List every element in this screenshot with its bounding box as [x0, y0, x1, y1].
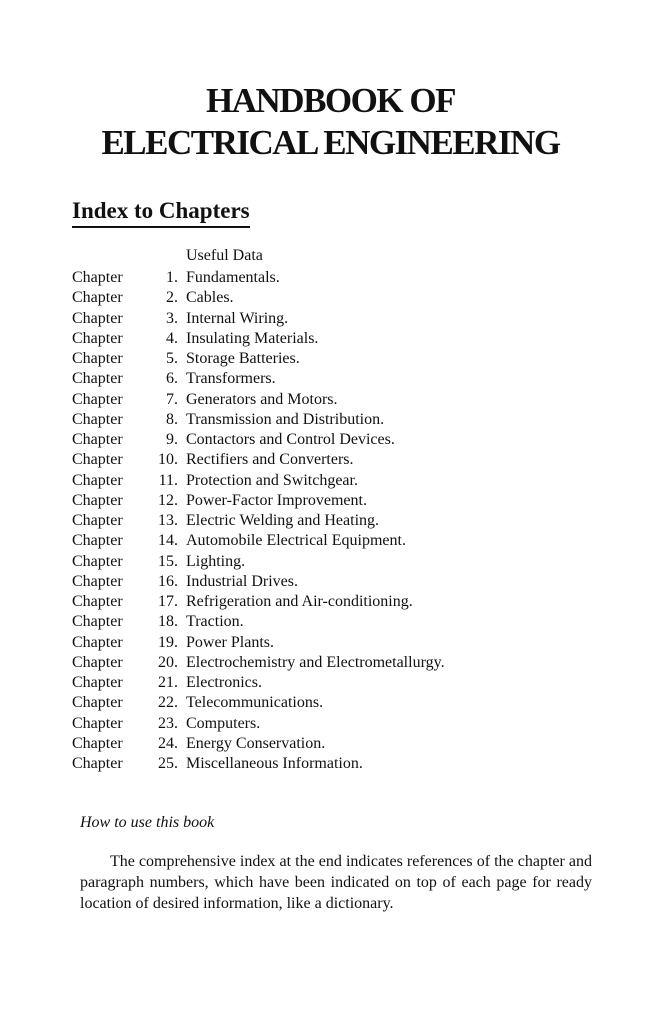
chapter-row — [72, 592, 632, 612]
chapter-number: 21. — [158, 674, 178, 691]
chapter-row — [72, 309, 632, 329]
chapter-number: 19. — [158, 633, 178, 651]
how-to-use-heading: How to use this book — [80, 814, 215, 831]
chapter-word: Chapter — [72, 309, 123, 327]
chapter-word: Chapter — [72, 370, 123, 388]
chapter-word: Chapter — [72, 674, 123, 691]
chapter-number: 4. — [166, 329, 178, 347]
chapter-word: Chapter — [72, 350, 123, 367]
chapter-word: Chapter — [72, 714, 123, 732]
chapter-number: 13. — [158, 512, 178, 529]
chapter-word: Chapter — [72, 734, 123, 752]
chapter-title: Transformers. — [186, 370, 276, 388]
chapter-title: Power Plants. — [186, 633, 274, 651]
chapter-title: Cables. — [186, 289, 234, 307]
chapter-word: Chapter — [72, 431, 123, 448]
chapter-word: Chapter — [72, 512, 123, 529]
chapter-row — [72, 531, 632, 551]
chapter-row — [72, 450, 632, 470]
chapter-word: Chapter — [72, 694, 123, 712]
chapter-word: Chapter — [72, 269, 123, 286]
book-title-line-2: ELECTRICAL ENGINEERING — [101, 123, 560, 162]
chapter-number: 2. — [166, 289, 178, 307]
chapter-title: Automobile Electrical Equipment. — [186, 532, 406, 550]
chapter-row — [72, 491, 632, 511]
chapter-number: 25. — [158, 755, 178, 772]
chapter-word: Chapter — [72, 329, 123, 347]
chapter-title: Computers. — [186, 714, 261, 732]
chapter-word: Chapter — [72, 410, 123, 428]
chapter-title: Contactors and Control Devices. — [186, 431, 395, 448]
chapter-title: Electric Welding and Heating. — [186, 512, 380, 529]
chapter-number: 8. — [166, 410, 178, 428]
chapter-title: Generators and Motors. — [186, 390, 338, 408]
chapter-title: Fundamentals. — [186, 269, 280, 286]
chapter-title: Internal Wiring. — [186, 309, 289, 327]
chapter-row — [72, 410, 632, 430]
chapter-word: Chapter — [72, 552, 123, 570]
chapter-row — [72, 369, 632, 389]
chapter-number: 18. — [158, 613, 178, 631]
chapter-number: 17. — [158, 593, 178, 610]
chapter-title: Refrigeration and Air-conditioning. — [186, 593, 413, 610]
chapter-row — [72, 673, 632, 693]
chapter-word: Chapter — [72, 390, 123, 408]
chapter-word: Chapter — [72, 532, 123, 550]
chapter-title: Energy Conservation. — [186, 734, 326, 752]
chapter-title: Lighting. — [186, 552, 246, 570]
chapter-number: 1. — [166, 269, 178, 286]
chapter-row — [72, 349, 632, 369]
chapter-number: 23. — [158, 714, 178, 732]
chapter-title: Storage Batteries. — [186, 350, 300, 367]
chapter-word: Chapter — [72, 633, 123, 651]
chapter-row — [72, 714, 632, 734]
chapter-word: Chapter — [72, 572, 123, 590]
chapter-number: 7. — [166, 390, 178, 408]
chapter-word: Chapter — [72, 491, 123, 509]
chapter-title: Power-Factor Improvement. — [186, 491, 367, 509]
chapter-title: Electrochemistry and Electrometallurgy. — [186, 653, 445, 671]
chapter-row — [72, 572, 632, 592]
chapter-number: 9. — [166, 431, 178, 448]
chapter-row — [72, 653, 632, 673]
chapter-row — [72, 390, 632, 410]
chapter-row — [72, 754, 632, 774]
chapter-number: 6. — [166, 370, 178, 388]
chapter-title: Rectifiers and Converters. — [186, 451, 354, 469]
chapter-number: 15. — [158, 552, 178, 570]
chapter-number: 3. — [166, 309, 178, 327]
chapter-number: 14. — [158, 532, 178, 550]
chapter-word: Chapter — [72, 755, 123, 772]
chapter-number: 20. — [158, 653, 178, 671]
chapter-title: Insulating Materials. — [186, 329, 319, 347]
index-heading: Index to Chapters — [72, 198, 250, 228]
chapter-list — [72, 268, 632, 774]
chapter-row — [72, 430, 632, 450]
useful-data-label: Useful Data — [186, 247, 263, 264]
chapter-row — [72, 552, 632, 572]
chapter-row — [72, 612, 632, 632]
chapter-title: Protection and Switchgear. — [186, 471, 358, 489]
how-to-use-body: The comprehensive index at the end indicates references of the chapter and paragraph numbers, which have been indicated on top of each page for ready location of desired information, like a dictionary. — [80, 853, 592, 912]
chapter-number: 11. — [158, 471, 178, 489]
chapter-number: 12. — [158, 491, 178, 509]
chapter-word: Chapter — [72, 653, 123, 671]
chapter-title: Telecommunications. — [186, 694, 324, 712]
chapter-number: 22. — [158, 694, 178, 712]
chapter-number: 5. — [166, 350, 178, 367]
chapter-title: Electronics. — [186, 674, 262, 691]
chapter-row — [72, 633, 632, 653]
chapter-title: Traction. — [186, 613, 244, 631]
chapter-row — [72, 511, 632, 531]
chapter-word: Chapter — [72, 471, 123, 489]
chapter-row — [72, 329, 632, 349]
chapter-row — [72, 693, 632, 713]
chapter-word: Chapter — [72, 613, 123, 631]
chapter-row — [72, 734, 632, 754]
chapter-word: Chapter — [72, 593, 123, 610]
chapter-title: Miscellaneous Information. — [186, 755, 363, 772]
chapter-number: 10. — [158, 451, 178, 469]
chapter-row — [72, 288, 632, 308]
chapter-number: 16. — [158, 572, 178, 590]
chapter-row — [72, 471, 632, 491]
chapter-number: 24. — [158, 734, 178, 752]
book-title-line-1: HANDBOOK OF — [206, 81, 455, 120]
chapter-row — [72, 268, 632, 288]
chapter-word: Chapter — [72, 451, 123, 469]
chapter-word: Chapter — [72, 289, 123, 307]
chapter-title: Transmission and Distribution. — [186, 410, 385, 428]
chapter-title: Industrial Drives. — [186, 572, 298, 590]
